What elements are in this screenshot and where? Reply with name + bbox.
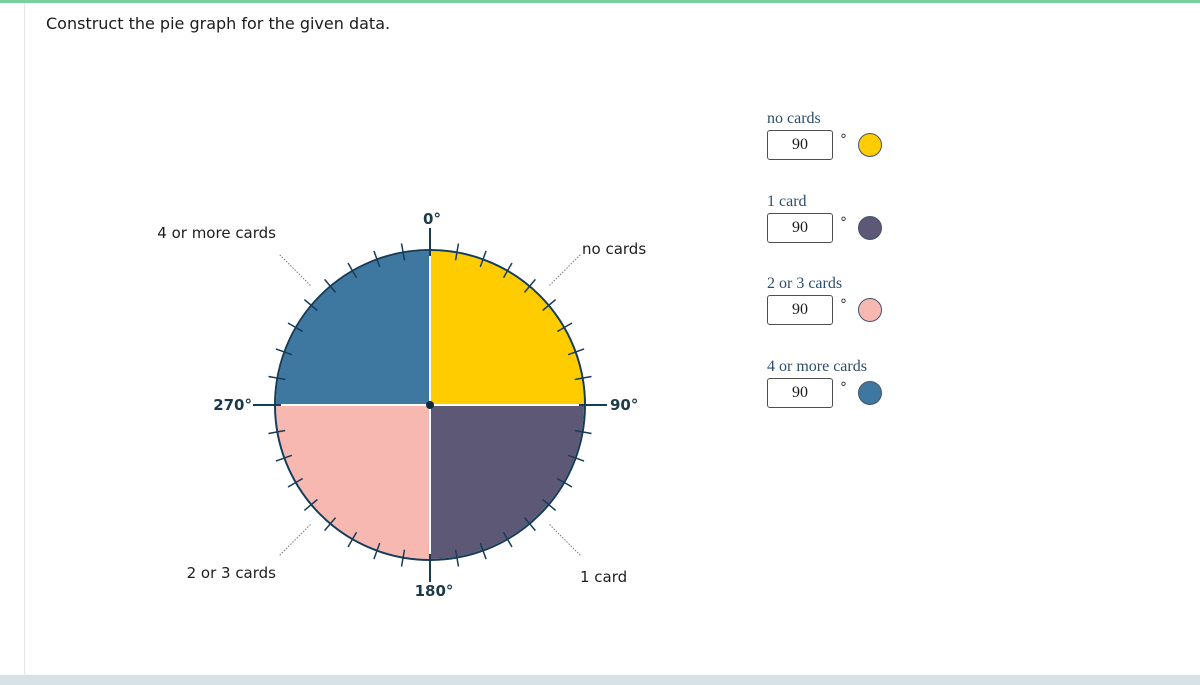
degree-input-2-or-3-cards[interactable] — [767, 295, 833, 325]
slice-leader-no-cards — [550, 254, 581, 285]
legend-label: no cards — [767, 110, 821, 127]
degree-label-0: 0° — [423, 210, 441, 228]
legend-item-4-or-more-cards — [766, 358, 906, 418]
degree-symbol: ° — [840, 215, 847, 231]
color-swatch-2-or-3-cards[interactable] — [858, 298, 882, 322]
pie-slice-4-or-more-cards[interactable] — [275, 250, 430, 405]
slice-legend — [766, 0, 906, 440]
degree-symbol: ° — [840, 132, 847, 148]
degree-label-90: 90° — [610, 396, 639, 414]
color-swatch-1-card[interactable] — [858, 216, 882, 240]
color-swatch-4-or-more-cards[interactable] — [858, 381, 882, 405]
legend-item-2-or-3-cards — [766, 275, 906, 335]
legend-item-no-cards — [766, 110, 906, 170]
degree-input-1-card[interactable] — [767, 213, 833, 243]
degree-label-270: 270° — [213, 396, 252, 414]
slice-leader-4-or-more-cards — [279, 254, 310, 285]
slice-label-1-card: 1 card — [580, 568, 628, 586]
degree-symbol: ° — [840, 297, 847, 313]
pie-slice-2-or-3-cards[interactable] — [275, 405, 430, 560]
degree-label-180: 180° — [414, 582, 454, 600]
degree-input-no-cards[interactable] — [767, 130, 833, 160]
degree-input-4-or-more-cards[interactable] — [767, 378, 833, 408]
slice-label-4-or-more-cards: 4 or more cards — [157, 224, 276, 242]
bottom-bar — [0, 675, 1200, 685]
slice-label-no-cards: no cards — [582, 240, 647, 258]
color-swatch-no-cards[interactable] — [858, 133, 882, 157]
degree-symbol: ° — [840, 380, 847, 396]
pie-slice-1-card[interactable] — [430, 405, 585, 560]
legend-label: 2 or 3 cards — [767, 275, 843, 292]
slice-label-2-or-3-cards: 2 or 3 cards — [186, 564, 276, 582]
slice-leader-2-or-3-cards — [279, 525, 310, 556]
question-prompt: Construct the pie graph for the given data. — [46, 14, 391, 33]
legend-label: 4 or more cards — [767, 358, 867, 375]
slice-leader-1-card — [550, 525, 581, 556]
pie-slice-no-cards[interactable] — [430, 250, 585, 405]
pie-center-dot — [426, 401, 434, 409]
legend-label: 1 card — [767, 193, 807, 210]
legend-item-1-card — [766, 193, 906, 253]
